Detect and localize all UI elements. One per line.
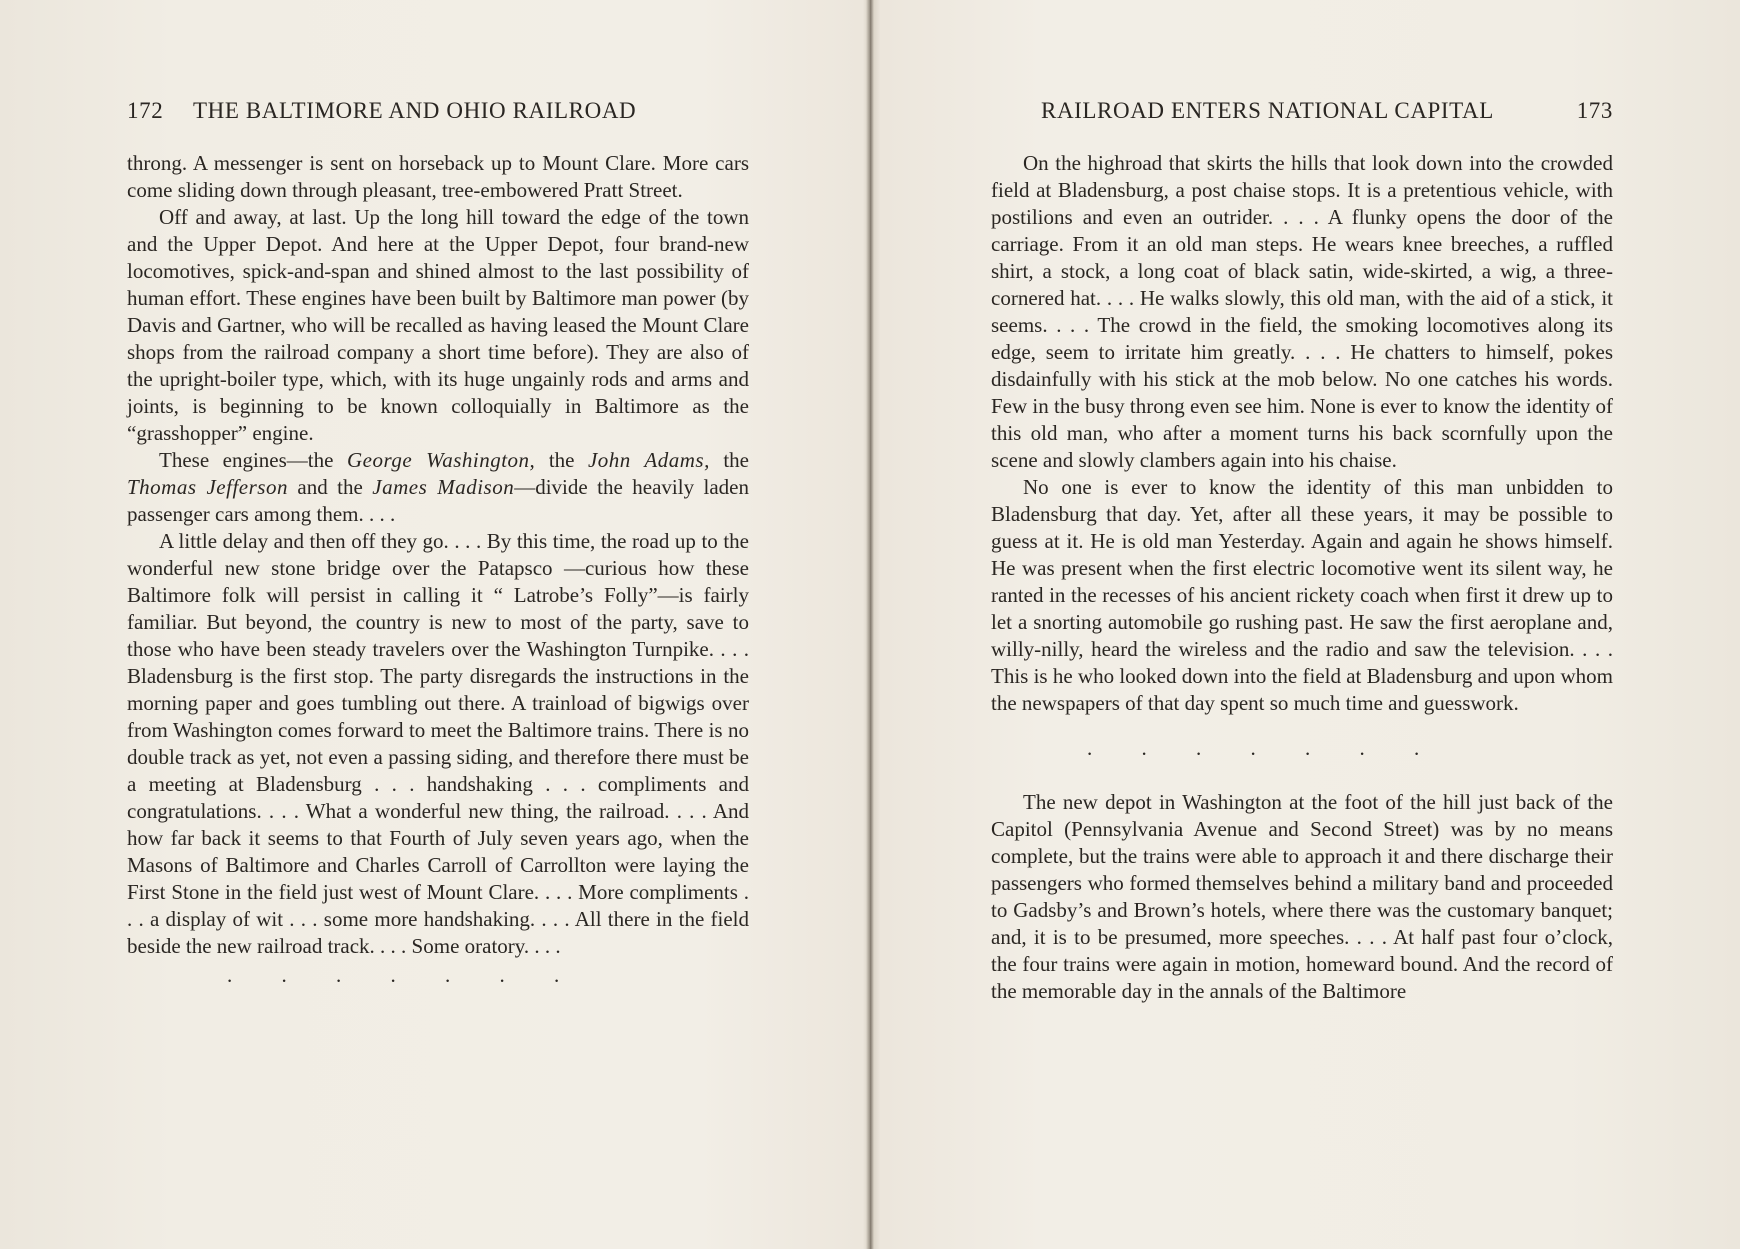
engine-name: Thomas Jefferson	[127, 475, 288, 499]
text-run: —divide the heavily laden passenger cars among them. . . .	[127, 475, 749, 526]
text-run: the	[709, 448, 750, 472]
text-run: and the	[287, 475, 373, 499]
left-page-body	[127, 150, 749, 989]
left-page-number: 172	[127, 98, 164, 123]
right-page-body	[991, 150, 1613, 1005]
section-separator: . . . . . . .	[227, 963, 560, 987]
paragraph: A little delay and then off they go. . . . By this time, the road up to the wonderful new stone bridge over the Patapsco —curious how these Baltimore folk will persist in calling it “ Latrobe’s Folly”—is fairly familiar. But beyond, the country is new to most of the party, save to those who have been steady travelers over the Washington Turnpike. . . . Bladensburg is the first stop. The party disregards the instructions in the morning paper and goes tumbling out there. A trainload of bigwigs over from Washington comes forward to meet the Baltimore trains. There is no double track as yet, not even a passing siding, and therefore there must be a meeting at Bladensburg . . . handshaking . . . compliments and congratulations. . . . What a wonderful new thing, the railroad. . . . And how far back it seems to that Fourth of July seven years ago, when the Masons of Baltimore and Charles Carroll of Carrollton were laying the First Stone in the field just west of Mount Clare. . . . More compliments . . . a display of wit . . . some more handshaking. . . . All there in the field beside the new railroad track. . . . Some oratory. . . .	[127, 529, 749, 958]
section-separator: . . . . . . .	[1087, 736, 1420, 760]
engine-name: George Washington,	[346, 448, 536, 472]
paragraph: Off and away, at last. Up the long hill toward the edge of the town and the Upper Depot. And here at the Upper Depot, four brand-new locomotives, spick-and-span and shined almost to the last possibility of human effort. These engines have been built by Baltimore man power (by Davis and Gartner, who will be recalled as having leased the Mount Clare shops from the railroad company a short time before). They are also of the upright-boiler type, which, with its huge ungainly rods and arms and joints, is beginning to be known colloquially in Baltimore as the “grasshopper” engine.	[127, 205, 749, 445]
book-gutter	[866, 0, 874, 1249]
left-running-head	[127, 98, 749, 128]
text-run: the	[535, 448, 588, 472]
paragraph: throng. A messenger is sent on horseback up to Mount Clare. More cars come sliding down through pleasant, tree-embowered Pratt Street.	[127, 151, 749, 202]
text-run: These engines—the	[159, 448, 347, 472]
paragraph-engines	[127, 447, 749, 528]
paragraph: No one is ever to know the identity of this man unbidden to Bladensburg that day. Yet, after all these years, it may be possible to guess at it. He is old man Yesterday. Again and again he shows himself. He was present when the first electric locomotive went its silent way, he ranted in the recesses of his ancient rickety coach when first it drew up to let a snorting automobile go rushing past. He saw the first aeroplane and, willy-nilly, heard the wireless and the radio and saw the television. . . . This is he who looked down into the field at Bladensburg and upon whom the newspapers of that day spent so much time and guesswork.	[991, 475, 1613, 715]
right-running-head	[991, 98, 1613, 128]
left-running-title: THE BALTIMORE AND OHIO RAILROAD	[193, 98, 637, 123]
paragraph: The new depot in Washington at the foot of the hill just back of the Capitol (Pennsylvania Avenue and Second Street) was by no means complete, but the trains were able to approach it and there discharge their passengers who formed themselves behind a military band and proceeded to Gadsby’s and Brown’s hotels, where there was the customary banquet; and, it is to be presumed, more speeches. . . . At half past four o’clock, the four trains were again in motion, homeward bound. And the record of the memorable day in the annals of the Baltimore	[991, 790, 1613, 1003]
right-running-title: RAILROAD ENTERS NATIONAL CAPITAL	[1041, 98, 1494, 123]
right-page-number: 173	[1576, 98, 1613, 123]
engine-name: John Adams,	[587, 448, 710, 472]
engine-name: James Madison	[372, 475, 515, 499]
paragraph: On the highroad that skirts the hills that look down into the crowded field at Bladensburg, a post chaise stops. It is a pretentious vehicle, with postilions and even an outrider. . . . A flunky opens the door of the carriage. From it an old man steps. He wears knee breeches, a ruffled shirt, a stock, a long coat of black satin, wide-skirted, a wig, a three-cornered hat. . . . He walks slowly, this old man, with the aid of a stick, it seems. . . . The crowd in the field, the smoking locomotives along its edge, seem to irritate him greatly. . . . He chatters to himself, pokes disdainfully with his stick at the mob below. No one catches his words. Few in the busy throng even see him. None is ever to know the identity of this old man, who after a moment turns his back scornfully upon the scene and slowly clambers again into his chaise.	[991, 151, 1613, 472]
